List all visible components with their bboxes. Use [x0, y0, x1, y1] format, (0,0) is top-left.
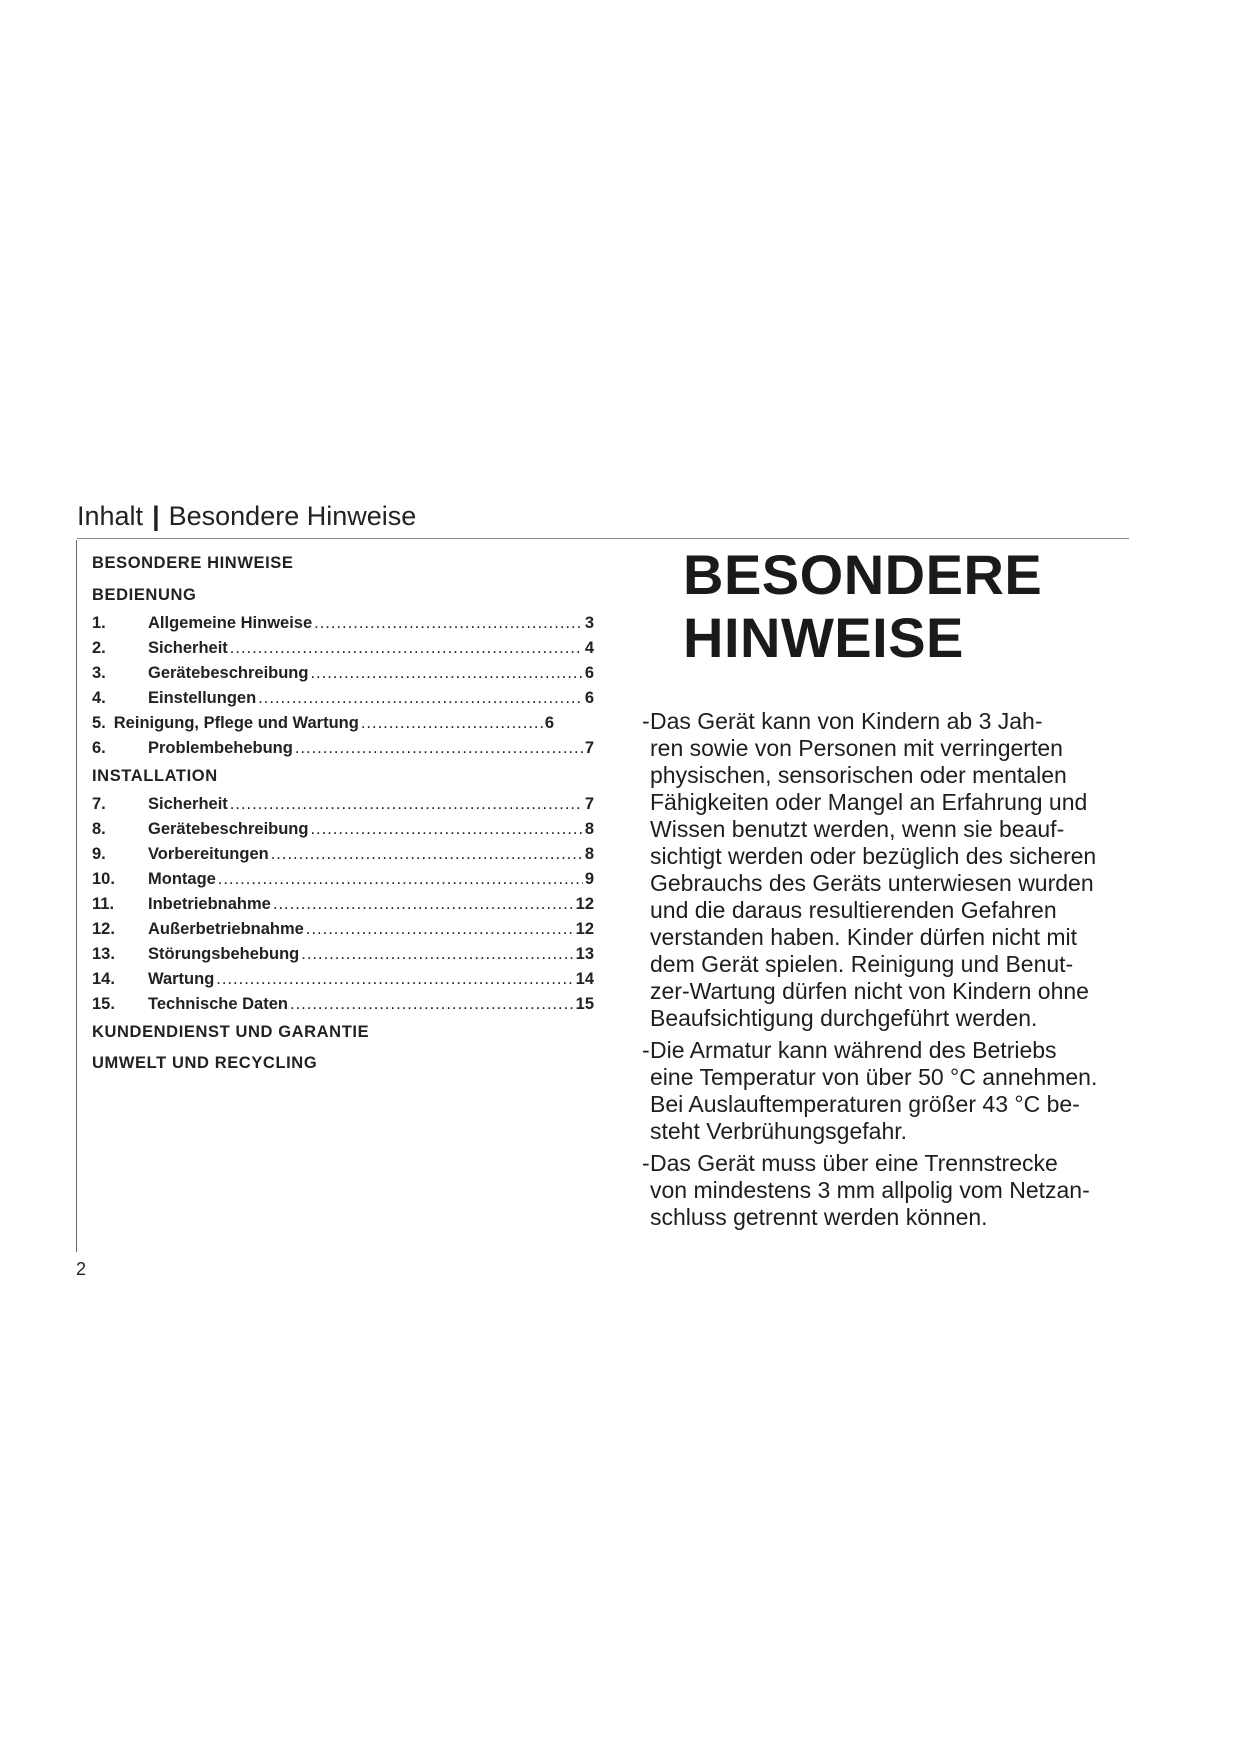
toc-entry-number: 15. [92, 995, 115, 1013]
note-line: Wissen benutzt werden, wenn sie beauf- [650, 816, 1065, 842]
note-line: Gebrauchs des Geräts unterwiesen wurden [650, 870, 1094, 896]
note-line: Beaufsichtigung durchgeführt werden. [650, 1005, 1038, 1031]
note-line: Fähigkeiten oder Mangel an Erfahrung und [650, 789, 1088, 815]
toc-entry-page: 8 [584, 820, 594, 838]
toc-entry-page: 7 [584, 739, 594, 757]
section-title-line-1: BESONDERE [683, 543, 1043, 606]
toc-dot-leader [295, 736, 583, 761]
toc-entry-title: Vorbereitungen [148, 845, 269, 863]
toc-entry-title: Wartung [148, 970, 215, 988]
note-dash: - [642, 1037, 650, 1063]
safety-note [642, 708, 1142, 1032]
toc-entry-title: Reinigung, Pflege und Wartung [113, 714, 359, 732]
note-line: schluss getrennt werden können. [650, 1204, 988, 1230]
toc-entry-page: 8 [584, 845, 594, 863]
toc-dot-leader [361, 711, 543, 736]
toc-dot-leader [310, 661, 582, 686]
toc-entry-number: 12. [92, 920, 115, 938]
toc-entry-title: Problembehebung [148, 739, 293, 757]
toc-entry[interactable] [92, 892, 594, 917]
note-line: zer-Wartung dürfen nicht von Kindern ohne [650, 978, 1089, 1004]
toc-entry[interactable] [92, 611, 594, 636]
toc-entry[interactable] [92, 711, 554, 736]
table-of-contents [92, 552, 594, 1079]
toc-entry[interactable] [92, 867, 594, 892]
note-line: Die Armatur kann während des Betriebs [650, 1037, 1057, 1063]
note-dash: - [642, 708, 650, 734]
toc-entry-title: Inbetriebnahme [148, 895, 271, 913]
toc-entry-page: 6 [584, 664, 594, 682]
safety-note [642, 1037, 1142, 1145]
safety-note [642, 1150, 1142, 1231]
toc-entry[interactable] [92, 992, 594, 1017]
toc-entry[interactable] [92, 636, 594, 661]
toc-entry-title: Außerbetriebnahme [148, 920, 304, 938]
toc-section-besondere-hinweise[interactable]: BESONDERE HINWEISE [92, 554, 294, 572]
section-title [683, 543, 1042, 669]
toc-dot-leader [271, 842, 583, 867]
safety-notes [642, 708, 1142, 1236]
left-margin-rule [76, 540, 77, 1252]
toc-entry-number: 14. [92, 970, 115, 988]
toc-dot-leader [301, 942, 573, 967]
toc-entry-title: Sicherheit [148, 795, 228, 813]
toc-entry-page: 13 [575, 945, 594, 963]
toc-entry-page: 15 [575, 995, 594, 1013]
toc-dot-leader [216, 967, 573, 992]
toc-dot-leader [306, 917, 574, 942]
toc-entry-page: 12 [575, 895, 594, 913]
toc-entry-number: 1. [92, 614, 106, 632]
toc-entry[interactable] [92, 792, 594, 817]
toc-section-bedienung[interactable]: BEDIENUNG [92, 586, 197, 604]
toc-dot-leader [218, 867, 583, 892]
page-header [77, 501, 416, 532]
toc-entry[interactable] [92, 942, 594, 967]
note-line: ren sowie von Personen mit verringerten [650, 735, 1063, 761]
toc-entry-page: 4 [584, 639, 594, 657]
toc-entry-title: Allgemeine Hinweise [148, 614, 313, 632]
toc-dot-leader [230, 792, 583, 817]
note-line: von mindestens 3 mm allpolig vom Netzan- [650, 1177, 1090, 1203]
toc-section-installation[interactable]: INSTALLATION [92, 767, 218, 785]
note-line: physischen, sensorischen oder mentalen [650, 762, 1067, 788]
note-line: Das Gerät muss über eine Trennstrecke [650, 1150, 1058, 1176]
toc-entry-number: 2. [92, 639, 106, 657]
toc-dot-leader [290, 992, 574, 1017]
note-dash: - [642, 1150, 650, 1176]
toc-entry-page: 3 [584, 614, 594, 632]
section-title-line-2: HINWEISE [683, 606, 964, 669]
toc-entry-number: 7. [92, 795, 106, 813]
toc-entry-title: Gerätebeschreibung [148, 664, 309, 682]
header-section-left: Inhalt [77, 501, 144, 531]
toc-entry-number: 9. [92, 845, 106, 863]
toc-entry[interactable] [92, 842, 594, 867]
toc-entry-page: 6 [544, 714, 554, 732]
note-line: Bei Auslauftemperaturen größer 43 °C be- [650, 1091, 1080, 1117]
toc-entry[interactable] [92, 967, 594, 992]
toc-entry-number: 5. [92, 714, 106, 732]
toc-entry-number: 13. [92, 945, 115, 963]
toc-entry-number: 3. [92, 664, 106, 682]
toc-entry[interactable] [92, 917, 594, 942]
note-line: verstanden haben. Kinder dürfen nicht mit [650, 924, 1078, 950]
toc-entry[interactable] [92, 817, 594, 842]
toc-entry-page: 14 [575, 970, 594, 988]
toc-entry[interactable] [92, 686, 594, 711]
note-line: eine Temperatur von über 50 °C annehmen. [650, 1064, 1098, 1090]
note-line: dem Gerät spielen. Reinigung und Benut- [650, 951, 1074, 977]
toc-entry-number: 8. [92, 820, 106, 838]
toc-dot-leader [258, 686, 583, 711]
note-line: Das Gerät kann von Kindern ab 3 Jah- [650, 708, 1043, 734]
toc-section-umwelt[interactable]: UMWELT UND RECYCLING [92, 1054, 318, 1072]
toc-entry-number: 6. [92, 739, 106, 757]
toc-dot-leader [314, 611, 583, 636]
toc-section-kundendienst[interactable]: KUNDENDIENST UND GARANTIE [92, 1023, 370, 1041]
note-line: und die daraus resultierenden Gefahren [650, 897, 1057, 923]
toc-entry-title: Montage [148, 870, 216, 888]
header-section-right: Besondere Hinweise [168, 501, 417, 531]
toc-entry-number: 10. [92, 870, 115, 888]
toc-entry-page: 6 [584, 689, 594, 707]
note-line: steht Verbrühungsgefahr. [650, 1118, 908, 1144]
toc-entry-title: Sicherheit [148, 639, 228, 657]
toc-dot-leader [310, 817, 582, 842]
toc-dot-leader [273, 892, 574, 917]
toc-dot-leader [230, 636, 583, 661]
toc-entry-page: 7 [584, 795, 594, 813]
page-number: 2 [76, 1259, 87, 1279]
toc-entry-title: Gerätebeschreibung [148, 820, 309, 838]
toc-entry-number: 4. [92, 689, 106, 707]
toc-entry[interactable] [92, 661, 594, 686]
header-separator: | [152, 501, 160, 531]
toc-entry-page: 9 [584, 870, 594, 888]
toc-entry-title: Störungsbehebung [148, 945, 300, 963]
toc-entry[interactable] [92, 736, 594, 761]
toc-entry-number: 11. [92, 895, 115, 913]
note-line: sichtigt werden oder bezüglich des sicheren [650, 843, 1097, 869]
toc-entry-title: Einstellungen [148, 689, 257, 707]
header-divider [77, 538, 1129, 539]
toc-entry-page: 12 [575, 920, 594, 938]
toc-entry-title: Technische Daten [148, 995, 288, 1013]
